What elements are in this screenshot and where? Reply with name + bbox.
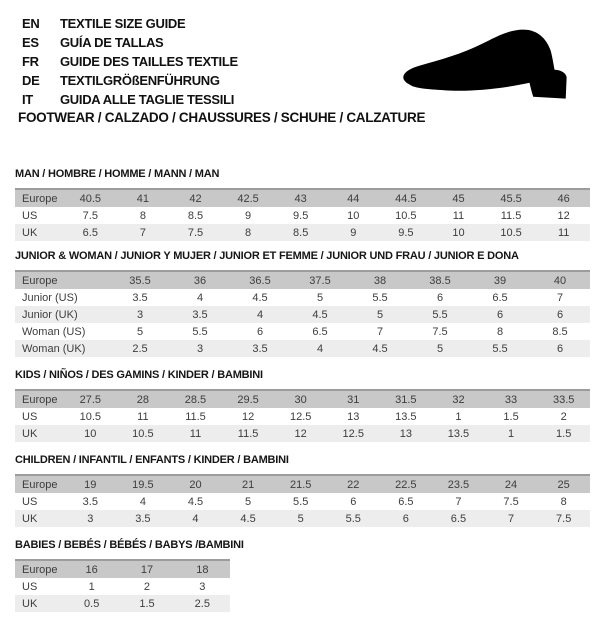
size-cell: 41 xyxy=(136,192,150,205)
size-cell: 8.5 xyxy=(293,226,309,239)
size-cell: 40 xyxy=(553,274,567,287)
size-cell: 25 xyxy=(557,478,570,491)
table-row-us xyxy=(15,578,230,595)
size-cell: 4.5 xyxy=(187,495,204,508)
size-cell: 8 xyxy=(560,495,567,508)
size-cell: 30 xyxy=(294,393,307,406)
size-cell: 3.5 xyxy=(135,512,151,525)
size-cell: 33.5 xyxy=(552,393,575,406)
size-cell: 3.5 xyxy=(82,495,98,508)
size-cell: 2.5 xyxy=(194,597,210,610)
size-cell: 44.5 xyxy=(395,192,417,205)
size-cell: 12 xyxy=(557,209,570,222)
lang-row-de xyxy=(22,71,238,90)
size-cell: 1 xyxy=(88,580,95,593)
size-cell: 38.5 xyxy=(429,274,451,287)
size-cell: 5 xyxy=(436,342,444,355)
size-cell: 45.5 xyxy=(500,192,522,205)
table-row-europe xyxy=(15,189,590,207)
size-cell: 6.5 xyxy=(398,495,414,508)
size-cell: 24 xyxy=(504,478,518,491)
lang-row-en xyxy=(22,14,238,33)
table-row-woman-us xyxy=(15,323,590,340)
size-tables-container xyxy=(15,168,590,621)
lang-label: TEXTILE SIZE GUIDE xyxy=(60,16,186,31)
size-cell: 6.5 xyxy=(492,291,508,304)
size-cell: 11 xyxy=(452,209,465,222)
size-cell: 9 xyxy=(245,209,252,222)
section-title: JUNIOR & WOMAN / JUNIOR Y MUJER / JUNIOR ET FEMME / JUNIOR UND FRAU / JUNIOR E DONA xyxy=(15,250,519,262)
size-table-children xyxy=(15,474,590,527)
size-cell: 20 xyxy=(189,478,202,491)
size-cell: 21.5 xyxy=(289,478,312,491)
size-cell: 4 xyxy=(139,495,146,508)
size-cell: 2.5 xyxy=(132,342,148,355)
size-cell: 29.5 xyxy=(237,393,259,406)
size-table-man xyxy=(15,188,590,241)
size-cell: 28.5 xyxy=(184,393,207,406)
shoe-icon xyxy=(393,13,588,108)
size-cell: 13.5 xyxy=(395,410,417,423)
row-label: Europe xyxy=(22,563,58,576)
size-cell: 6.5 xyxy=(450,512,467,525)
size-cell: 4.5 xyxy=(372,342,388,355)
size-cell: 9 xyxy=(350,226,357,239)
size-cell: 31.5 xyxy=(395,393,417,406)
size-cell: 13 xyxy=(399,427,412,440)
row-label: Junior (UK) xyxy=(22,308,78,321)
size-cell: 5 xyxy=(376,308,384,321)
size-cell: 11.5 xyxy=(500,209,522,222)
size-cell: 7 xyxy=(376,325,384,338)
section-title: CHILDREN / INFANTIL / ENFANTS / KINDER / BAMBINI xyxy=(15,454,289,466)
size-table-babies xyxy=(15,559,230,612)
size-table-junior-woman xyxy=(15,270,590,357)
size-cell: 33 xyxy=(504,393,518,406)
size-cell: 5 xyxy=(136,325,144,338)
lang-label: GUÍA DE TALLAS xyxy=(60,35,164,50)
size-cell: 5.5 xyxy=(293,495,309,508)
size-cell: 8 xyxy=(139,209,146,222)
table-row-junior-uk xyxy=(15,306,590,323)
size-cell: 4 xyxy=(192,512,199,525)
table-row-europe xyxy=(15,390,590,408)
size-cell: 21 xyxy=(241,478,255,491)
table-row-europe xyxy=(15,271,590,289)
size-section-kids xyxy=(15,369,590,442)
table-row-europe xyxy=(15,475,590,493)
table-row-uk xyxy=(15,595,230,612)
size-cell: 4 xyxy=(256,308,264,321)
section-title: KIDS / NIÑOS / DES GAMINS / KINDER / BAMBINI xyxy=(15,369,263,381)
table-row-uk xyxy=(15,224,590,241)
size-cell: 12.5 xyxy=(289,410,312,423)
size-cell: 6 xyxy=(496,308,504,321)
size-cell: 35.5 xyxy=(129,274,151,287)
size-cell: 19 xyxy=(84,478,97,491)
table-row-us xyxy=(15,207,590,224)
size-cell: 38 xyxy=(373,274,387,287)
size-cell: 44 xyxy=(347,192,360,205)
size-cell: 4 xyxy=(316,342,324,355)
size-cell: 1.5 xyxy=(139,597,155,610)
size-cell: 17 xyxy=(140,563,154,576)
size-cell: 8 xyxy=(245,226,252,239)
table-row-us xyxy=(15,493,590,510)
size-cell: 13 xyxy=(347,410,360,423)
size-cell: 3 xyxy=(199,580,206,593)
size-cell: 4.5 xyxy=(312,308,328,321)
size-cell: 3.5 xyxy=(252,342,268,355)
size-cell: 1 xyxy=(507,427,515,440)
size-cell: 11.5 xyxy=(237,427,259,440)
size-cell: 10.5 xyxy=(395,209,417,222)
lang-code: IT xyxy=(22,92,33,107)
size-cell: 7.5 xyxy=(556,512,572,525)
size-cell: 43 xyxy=(294,192,307,205)
lang-label: TEXTILGRÖßENFÜHRUNG xyxy=(60,73,220,88)
size-cell: 6.5 xyxy=(312,325,328,338)
lang-code: ES xyxy=(22,35,39,50)
size-cell: 5.5 xyxy=(372,291,388,304)
lang-row-it xyxy=(22,90,238,109)
row-label: UK xyxy=(22,427,38,440)
size-cell: 9.5 xyxy=(398,226,414,239)
size-cell: 7.5 xyxy=(187,226,204,239)
row-label: US xyxy=(22,410,38,423)
size-cell: 7.5 xyxy=(432,325,448,338)
size-cell: 2 xyxy=(143,580,151,593)
size-cell: 27.5 xyxy=(79,393,101,406)
table-row-junior-us xyxy=(15,289,590,306)
size-cell: 9.5 xyxy=(293,209,309,222)
size-cell: 11 xyxy=(137,410,149,423)
size-cell: 1.5 xyxy=(503,410,519,423)
lang-row-es xyxy=(22,33,238,52)
size-cell: 23.5 xyxy=(447,478,470,491)
size-section-babies xyxy=(15,539,590,612)
size-cell: 7 xyxy=(507,512,515,525)
size-cell: 42.5 xyxy=(237,192,259,205)
category-title: FOOTWEAR / CALZADO / CHAUSSURES / SCHUHE / CALZATURE xyxy=(18,110,426,125)
size-cell: 22 xyxy=(347,478,360,491)
size-cell: 10.5 xyxy=(500,226,522,239)
size-cell: 5 xyxy=(316,291,324,304)
size-cell: 40.5 xyxy=(79,192,101,205)
size-cell: 6 xyxy=(556,308,564,321)
size-cell: 6 xyxy=(350,495,357,508)
size-cell: 7 xyxy=(139,226,146,239)
row-label: Europe xyxy=(22,478,58,491)
table-row-uk xyxy=(15,425,590,442)
size-cell: 0.5 xyxy=(84,597,100,610)
size-cell: 6 xyxy=(256,325,264,338)
size-section-junior-woman xyxy=(15,250,590,357)
size-cell: 5.5 xyxy=(492,342,508,355)
size-cell: 1 xyxy=(455,410,462,423)
size-cell: 6 xyxy=(556,342,564,355)
size-cell: 13.5 xyxy=(447,427,470,440)
size-cell: 5.5 xyxy=(345,512,361,525)
row-label: Europe xyxy=(22,192,58,205)
section-title: BABIES / BEBÉS / BÉBÉS / BABYS /BAMBINI xyxy=(15,539,244,551)
lang-label: GUIDA ALLE TAGLIE TESSILI xyxy=(60,92,235,107)
size-cell: 45 xyxy=(452,192,465,205)
size-cell: 31 xyxy=(347,393,360,406)
size-cell: 46 xyxy=(557,192,570,205)
size-cell: 32 xyxy=(452,393,465,406)
size-cell: 4.5 xyxy=(240,512,256,525)
lang-row-fr xyxy=(22,52,238,71)
row-label: Woman (UK) xyxy=(22,342,86,355)
size-cell: 36 xyxy=(193,274,207,287)
table-row-europe xyxy=(15,560,230,578)
size-cell: 12 xyxy=(294,427,307,440)
row-label: Europe xyxy=(22,274,58,287)
size-cell: 3 xyxy=(87,512,94,525)
table-row-woman-uk xyxy=(15,340,590,357)
table-row-us xyxy=(15,408,590,425)
size-cell: 12.5 xyxy=(342,427,364,440)
table-row-uk xyxy=(15,510,590,527)
size-cell: 3.5 xyxy=(192,308,208,321)
size-cell: 4.5 xyxy=(252,291,268,304)
lang-label: GUIDE DES TAILLES TEXTILE xyxy=(60,54,238,69)
size-cell: 4 xyxy=(196,291,204,304)
language-header xyxy=(22,14,238,109)
size-cell: 10.5 xyxy=(79,410,101,423)
size-cell: 19.5 xyxy=(132,478,154,491)
size-cell: 28 xyxy=(136,393,150,406)
row-label: UK xyxy=(22,597,38,610)
size-cell: 5.5 xyxy=(432,308,448,321)
size-cell: 3 xyxy=(136,308,144,321)
size-cell: 10 xyxy=(452,226,465,239)
size-section-children xyxy=(15,454,590,527)
size-cell: 7.5 xyxy=(503,495,519,508)
size-cell: 6 xyxy=(436,291,444,304)
size-cell: 16 xyxy=(85,563,98,576)
size-cell: 5 xyxy=(297,512,304,525)
row-label: US xyxy=(22,495,38,508)
row-label: Junior (US) xyxy=(22,291,78,304)
size-table-kids xyxy=(15,389,590,442)
size-cell: 8.5 xyxy=(552,325,568,338)
size-cell: 5.5 xyxy=(192,325,208,338)
size-cell: 6.5 xyxy=(82,226,98,239)
size-cell: 22.5 xyxy=(395,478,417,491)
size-section-man xyxy=(15,168,590,241)
size-cell: 10.5 xyxy=(132,427,154,440)
row-label: Europe xyxy=(22,393,58,406)
size-cell: 8.5 xyxy=(187,209,204,222)
row-label: Woman (US) xyxy=(22,325,86,338)
size-cell: 3 xyxy=(196,342,204,355)
size-cell: 7.5 xyxy=(82,209,98,222)
size-cell: 5 xyxy=(245,495,252,508)
size-cell: 2 xyxy=(560,410,567,423)
size-cell: 37.5 xyxy=(309,274,331,287)
size-cell: 18 xyxy=(196,563,209,576)
size-cell: 39 xyxy=(493,274,507,287)
size-cell: 10 xyxy=(84,427,97,440)
row-label: US xyxy=(22,209,38,222)
size-cell: 12 xyxy=(241,410,255,423)
lang-code: EN xyxy=(22,16,40,31)
size-cell: 11 xyxy=(189,427,202,440)
size-cell: 7 xyxy=(556,291,564,304)
row-label: UK xyxy=(22,226,38,239)
size-cell: 42 xyxy=(189,192,202,205)
lang-code: FR xyxy=(22,54,39,69)
size-cell: 7 xyxy=(455,495,462,508)
size-cell: 36.5 xyxy=(249,274,271,287)
size-cell: 3.5 xyxy=(132,291,148,304)
size-cell: 11.5 xyxy=(185,410,206,423)
size-cell: 1.5 xyxy=(556,427,572,440)
row-label: US xyxy=(22,580,38,593)
size-cell: 10 xyxy=(347,209,360,222)
lang-code: DE xyxy=(22,73,40,88)
section-title: MAN / HOMBRE / HOMME / MANN / MAN xyxy=(15,168,220,180)
size-cell: 11 xyxy=(557,226,570,239)
row-label: UK xyxy=(22,512,38,525)
size-cell: 8 xyxy=(496,325,504,338)
size-cell: 6 xyxy=(402,512,409,525)
